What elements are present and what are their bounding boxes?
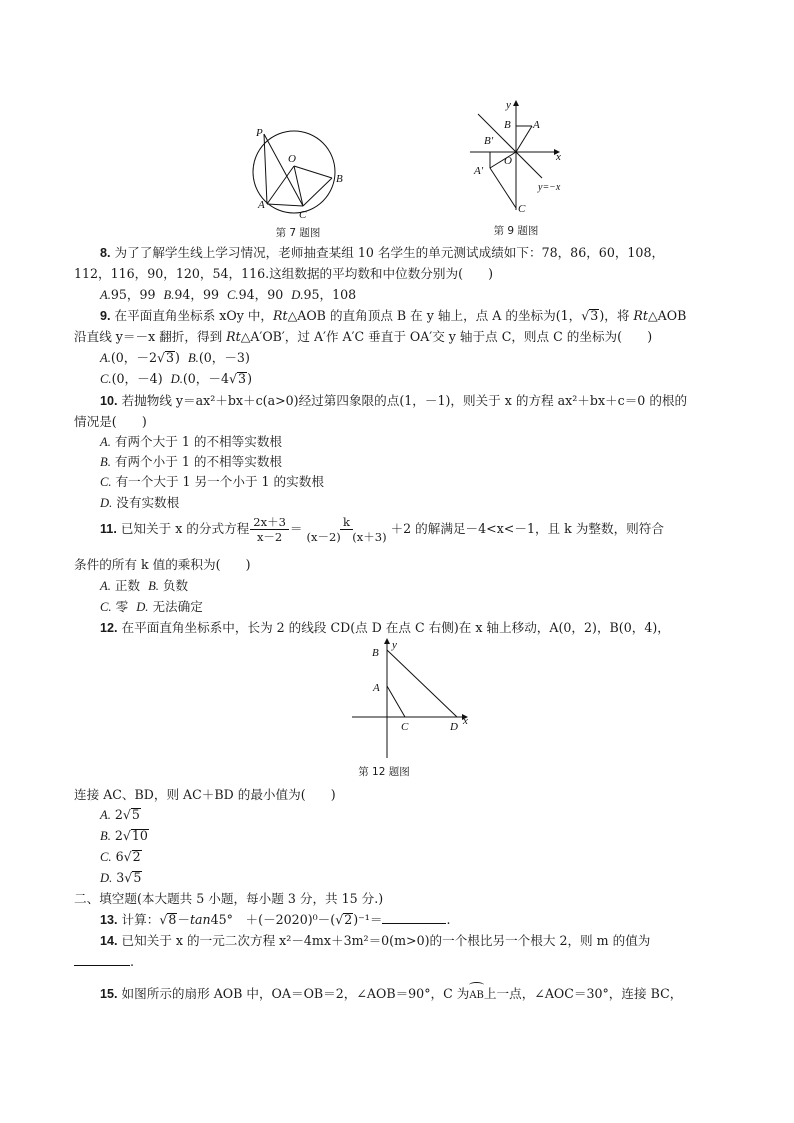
fig12-label-x: x — [463, 715, 468, 727]
q9-line1: 9. 在平面直角坐标系 xOy 中，Rt△AOB 的直角顶点 B 在 y 轴上，点 A 的坐标为(1，√3)，将 Rt△AOB — [100, 308, 687, 323]
figure-7 — [246, 124, 356, 239]
section-2-heading: 二、填空题(本大题共 5 小题，每小题 3 分，共 15 分.) — [74, 891, 384, 906]
q9-text-1a: 在平面直角坐标系 xOy 中， — [114, 308, 274, 323]
q11-fraction-2: $\frac{k}{(x-2) (x+3)}$ — [306, 515, 387, 544]
fig9-label-y: y — [506, 99, 511, 111]
fig7-label-B: B — [336, 173, 343, 185]
q14-line1 — [100, 932, 650, 950]
figure-12-caption: 第 12 题图 — [358, 766, 410, 778]
figure-9 — [466, 98, 576, 237]
q12-line1 — [100, 619, 670, 637]
q13-tan: tan — [189, 912, 211, 927]
q15-line1 — [100, 985, 682, 1004]
fig9-label-C: C — [518, 203, 526, 215]
q9-rt-3: Rt — [226, 329, 241, 344]
q8-text-2: 112，116，90，120，54，116.这组数据的平均数和中位数分别为( ) — [74, 266, 494, 281]
q12-text-2: 连接 AC、BD，则 AC＋BD 的最小值为( ) — [74, 787, 336, 802]
q9-sqrt-3: 3 — [590, 308, 599, 323]
fig9-label-O: O — [504, 155, 512, 167]
q11-text-post: ＋2 的解满足－4<x<－1，且 k 为整数，则符合 — [390, 521, 664, 536]
q11-option-b[interactable]: B. 负数 — [148, 578, 189, 593]
q9-text-2b: △A′OB′，过 A′作 A′C 垂直于 OA′交 y 轴于点 C，则点 C 的坐标为( ) — [240, 329, 653, 344]
fig9-label-B: B — [504, 119, 511, 131]
q13-minus: － — [177, 912, 190, 927]
q9-text-1d: △AOB — [647, 308, 687, 323]
q12-option-a[interactable]: A. 2√5 — [100, 807, 140, 822]
q14-period: . — [130, 954, 135, 969]
figure-9-diagram — [466, 98, 576, 218]
q11-number: 11. — [100, 522, 117, 536]
q9-line2 — [74, 328, 652, 345]
q14-answer-blank[interactable] — [74, 953, 130, 966]
q11-option-c[interactable]: C. 零 — [100, 599, 129, 614]
q14-number: 14. — [100, 934, 118, 948]
q8-line1 — [100, 244, 664, 262]
figure-7-diagram — [246, 124, 356, 224]
q9-option-d[interactable]: D.(0，－4√3) — [170, 371, 252, 386]
q8-number: 8. — [100, 246, 111, 260]
q12-text-1: 在平面直角坐标系中，长为 2 的线段 CD(点 D 在点 C 右侧)在 x 轴上移动，A(0，2)，B(0，4)， — [121, 620, 670, 635]
q9-option-a[interactable]: A.(0，－2√3) — [100, 350, 180, 365]
q11-option-a[interactable]: A. 正数 — [100, 578, 141, 593]
q13-text-end: )⁻¹＝ — [353, 912, 383, 927]
fig9-label-Aprime: A′ — [474, 165, 484, 177]
q9-number: 9. — [100, 309, 111, 323]
q10-number: 10. — [100, 394, 118, 408]
q13-line: 13. 计算：√8－tan45° ＋(－2020)⁰－(√2)⁻¹＝ . — [100, 912, 451, 927]
q13-sqrt-8: 8 — [168, 912, 177, 927]
q13-text-pre: 计算： — [121, 912, 160, 927]
q10-option-d[interactable]: D. 没有实数根 — [100, 495, 180, 510]
fig12-label-B: B — [372, 647, 379, 659]
q9-rt-2: Rt — [633, 308, 648, 323]
q10-option-b[interactable]: B. 有两个小于 1 的不相等实数根 — [100, 454, 283, 469]
q12-option-d[interactable]: D. 3√5 — [100, 870, 142, 885]
q11-line1 — [100, 514, 664, 544]
figure-12-diagram — [350, 636, 475, 760]
fig7-label-A: A — [258, 199, 265, 211]
q10-option-c[interactable]: C. 有一个大于 1 另一个小于 1 的实数根 — [100, 474, 324, 489]
q11-fraction-1: $\frac{2x+3}{x-2}$ — [250, 515, 289, 544]
q13-sqrt-2: 2 — [344, 912, 353, 927]
q10-text-2: 情况是( ) — [74, 414, 147, 429]
q9-options-row2 — [100, 370, 252, 388]
q15-text-1a: 如图所示的扇形 AOB 中，OA＝OB＝2，∠AOB＝90°，C 为 — [121, 986, 470, 1001]
figure-7-caption: 第 7 题图 — [275, 227, 321, 239]
q13-period: . — [446, 912, 451, 927]
q11-options-row1 — [100, 577, 188, 595]
q12-number: 12. — [100, 621, 118, 635]
q8-options — [100, 286, 356, 304]
fig7-label-C: C — [299, 209, 307, 221]
q15-number: 15. — [100, 987, 118, 1001]
q11-equals: ＝ — [289, 521, 303, 536]
q8-option-d[interactable]: D.95，108 — [291, 287, 357, 302]
q9-text-2a: 沿直线 y＝－x 翻折，得到 — [74, 329, 227, 344]
fig12-label-D: D — [450, 721, 458, 733]
q13-number: 13. — [100, 913, 118, 927]
figure-9-caption: 第 9 题图 — [493, 225, 539, 237]
q8-option-b[interactable]: B.94，99 — [163, 287, 220, 302]
fig7-label-O: O — [288, 153, 296, 165]
q10-text-1: 若抛物线 y＝ax²＋bx＋c(a>0)经过第四象限的点(1，－1)，则关于 x 的方程 ax²＋bx＋c＝0 的根的 — [121, 393, 688, 408]
q9-option-c[interactable]: C.(0，－4) — [100, 371, 163, 386]
q12-option-b[interactable]: B. 2√10 — [100, 828, 148, 843]
q13-answer-blank[interactable] — [382, 911, 446, 924]
q13-text-mid: 45° ＋(－2020)⁰－( — [210, 912, 336, 927]
q15-arc-ab: AB — [469, 985, 484, 1004]
q9-option-b[interactable]: B.(0，－3) — [187, 350, 250, 365]
q8-option-c[interactable]: C.94，90 — [227, 287, 284, 302]
fig9-label-Bprime: B′ — [484, 135, 494, 147]
q15-text-1b: 上一点，∠AOC＝30°，连接 BC， — [483, 986, 683, 1001]
q14-text-1: 已知关于 x 的一元二次方程 x²－4mx＋3m²＝0(m>0)的一个根比另一个根大 2，则 m 的值为 — [121, 933, 651, 948]
fig9-label-A: A — [533, 119, 540, 131]
q8-text-1: 为了了解学生线上学习情况，老师抽查某组 10 名学生的单元测试成绩如下：78，86，60，108， — [114, 245, 665, 260]
q9-text-1b: △AOB 的直角顶点 B 在 y 轴上，点 A 的坐标为(1， — [287, 308, 582, 323]
q9-options-row1 — [100, 349, 250, 367]
q11-text-2: 条件的所有 k 值的乘积为( ) — [74, 557, 251, 572]
figure-12 — [350, 636, 475, 778]
q11-text-pre: 已知关于 x 的分式方程 — [120, 521, 250, 536]
q10-option-a[interactable]: A. 有两个大于 1 的不相等实数根 — [100, 434, 283, 449]
fig9-label-line: y=−x — [538, 182, 561, 193]
q9-text-1c: )，将 — [599, 308, 634, 323]
q14-line2 — [74, 953, 134, 970]
q11-options-row2 — [100, 598, 203, 616]
fig12-label-C: C — [401, 721, 409, 733]
q12-option-c[interactable]: C. 6√2 — [100, 849, 141, 864]
fig7-label-P: P — [256, 127, 263, 139]
q10-line1 — [100, 392, 687, 410]
q11-option-d[interactable]: D. 无法确定 — [136, 599, 203, 614]
q9-rt-1: Rt — [273, 308, 288, 323]
fig12-label-y: y — [392, 639, 397, 651]
fig9-label-x: x — [556, 151, 561, 163]
q8-option-a[interactable]: A.95，99 — [100, 287, 156, 302]
fig12-label-A: A — [373, 682, 380, 694]
